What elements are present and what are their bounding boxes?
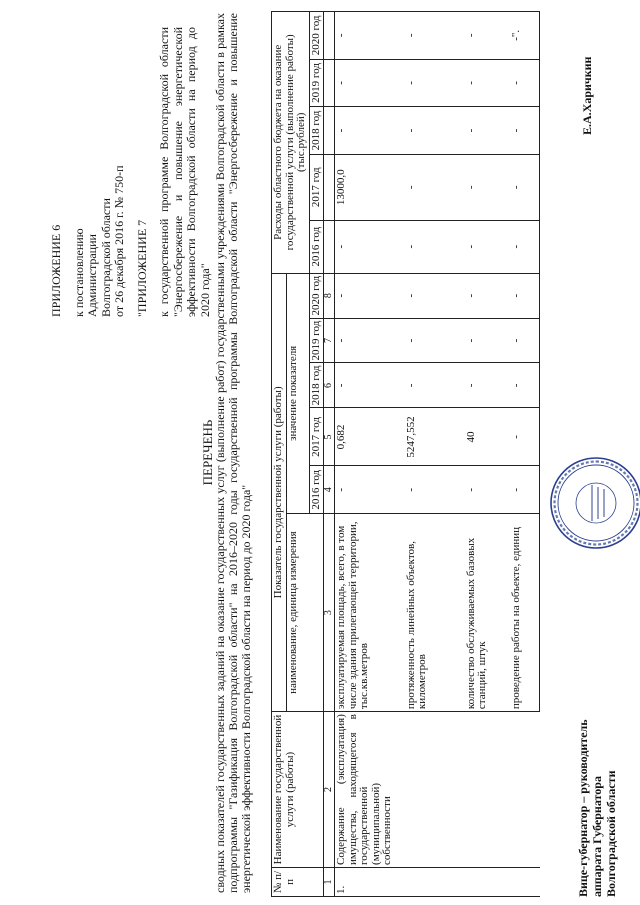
row-value: 5247,552 bbox=[405, 408, 465, 466]
row-value: - bbox=[335, 318, 405, 363]
row-value: - bbox=[510, 466, 540, 514]
signature-line-3: Волгоградской области bbox=[604, 770, 618, 897]
row-budget: 13000,0 bbox=[335, 154, 405, 220]
row-value: - bbox=[335, 273, 405, 318]
row-indicator: эксплуатируемая площадь, всего, в том числе здания прилегающей территории, тыс.кв.метров bbox=[335, 514, 405, 712]
row-budget: - bbox=[465, 154, 510, 220]
signature-block bbox=[576, 719, 618, 897]
appendix7-title: "ПРИЛОЖЕНИЕ 7 bbox=[134, 219, 149, 317]
row-budget: - bbox=[510, 107, 540, 155]
column-number: 5 bbox=[324, 408, 335, 466]
header-year: 2016 год bbox=[309, 220, 324, 273]
appendix-line-1: к постановлению bbox=[71, 228, 86, 317]
header-num: № п/п bbox=[272, 867, 324, 896]
row-indicator: проведение работы на объекте, единиц bbox=[510, 514, 540, 712]
row-budget: - bbox=[465, 12, 510, 60]
column-number: 3 bbox=[324, 514, 335, 712]
row-value: - bbox=[335, 363, 405, 408]
row-value: - bbox=[405, 273, 465, 318]
row-indicator: количество обслуживаемых базовых станций, штук bbox=[465, 514, 510, 712]
row-budget: - bbox=[405, 154, 465, 220]
row-budget: - bbox=[405, 220, 465, 273]
document-heading: ПЕРЕЧЕНЬ bbox=[200, 419, 215, 486]
header-year: 2020 год bbox=[309, 12, 324, 60]
row-indicator: протяженность линейных объектов, километров bbox=[405, 514, 465, 712]
row-budget: - bbox=[335, 12, 405, 60]
row-budget: - bbox=[465, 107, 510, 155]
row-budget: - bbox=[405, 12, 465, 60]
column-number: 6 bbox=[324, 363, 335, 408]
header-year: 2019 год bbox=[309, 59, 324, 107]
row-value: - bbox=[405, 363, 465, 408]
signature-line-1: Вице-губернатор – руководитель bbox=[576, 719, 590, 897]
row-number: 1. bbox=[335, 867, 540, 896]
header-year: 2016 год bbox=[309, 466, 324, 514]
header-service: Наименование государственной услуги (работы) bbox=[272, 712, 324, 868]
row-value: - bbox=[510, 363, 540, 408]
column-number: 2 bbox=[324, 712, 335, 868]
row-value: - bbox=[405, 318, 465, 363]
header-year: 2018 год bbox=[309, 107, 324, 155]
header-year: 2017 год bbox=[309, 408, 324, 466]
row-budget: -". bbox=[510, 12, 540, 60]
services-table bbox=[271, 11, 540, 897]
column-number: 7 bbox=[324, 318, 335, 363]
table-row bbox=[335, 12, 405, 897]
row-budget: - bbox=[510, 59, 540, 107]
signatory-name: Е.А.Харичкин bbox=[580, 56, 594, 135]
header-year: 2017 год bbox=[309, 154, 324, 220]
row-value: - bbox=[465, 363, 510, 408]
row-value: - bbox=[465, 273, 510, 318]
row-value: - bbox=[465, 318, 510, 363]
header-budget: Расходы областного бюджета на оказание государственной услуги (выполнение работы) (тыс.рублей) bbox=[272, 12, 310, 274]
row-budget: - bbox=[405, 107, 465, 155]
appendix-line-3: Волгоградской области bbox=[98, 198, 113, 317]
row-service: Содержание (эксплуатация) имущества, находящегося в государственной (муниципальной) собственности bbox=[335, 712, 540, 868]
header-indicator-value: значение показателя bbox=[286, 273, 309, 513]
row-value: - bbox=[335, 466, 405, 514]
row-budget: - bbox=[465, 220, 510, 273]
row-budget: - bbox=[510, 220, 540, 273]
row-value: 40 bbox=[465, 408, 510, 466]
row-budget: - bbox=[335, 220, 405, 273]
row-value: - bbox=[465, 466, 510, 514]
appendix-date: от 26 декабря 2016 г. № 750-п bbox=[112, 165, 126, 317]
header-indicator-name: наименование, единица измерения bbox=[286, 514, 324, 712]
header-year: 2018 год bbox=[309, 363, 324, 408]
header-year: 2019 год bbox=[309, 318, 324, 363]
row-value: 0,682 bbox=[335, 408, 405, 466]
appendix7-text: к государственной программе Волгоградской области "Энергосбережение и повышение энергетической эффективности Волгоградской области на период до 2020 года" bbox=[157, 27, 212, 317]
row-value: - bbox=[510, 318, 540, 363]
column-number: 8 bbox=[324, 273, 335, 318]
row-budget: - bbox=[335, 107, 405, 155]
row-value: - bbox=[510, 408, 540, 466]
appendix-header bbox=[50, 27, 212, 317]
row-budget: - bbox=[465, 59, 510, 107]
row-value: - bbox=[405, 466, 465, 514]
row-budget: - bbox=[510, 154, 540, 220]
appendix-title: ПРИЛОЖЕНИЕ 6 bbox=[49, 224, 63, 317]
header-indicator: Показатель государственной услуги (работы) bbox=[272, 273, 287, 712]
row-value: - bbox=[510, 273, 540, 318]
row-budget: - bbox=[405, 59, 465, 107]
column-number: 4 bbox=[324, 466, 335, 514]
appendix-line-2: Администрации bbox=[85, 234, 99, 317]
document-subtitle: сводных показателей государственных заданий на оказание государственных услуг (выполнение работ) государственными учреждениями Волгоградской области в рамках подпрограммы "Газификация Волгоградской области" на 2016–2020 годы государственной программы Волгоградской области "Энергосбережение и повышение энергетической эффективности Волгоградской области на период до 2020 года" bbox=[213, 13, 253, 893]
row-budget: - bbox=[335, 59, 405, 107]
signature-line-2: аппарата Губернатора bbox=[590, 776, 604, 897]
column-number: 1 bbox=[324, 867, 335, 896]
official-seal-icon bbox=[548, 455, 640, 551]
header-year: 2020 год bbox=[309, 273, 324, 318]
